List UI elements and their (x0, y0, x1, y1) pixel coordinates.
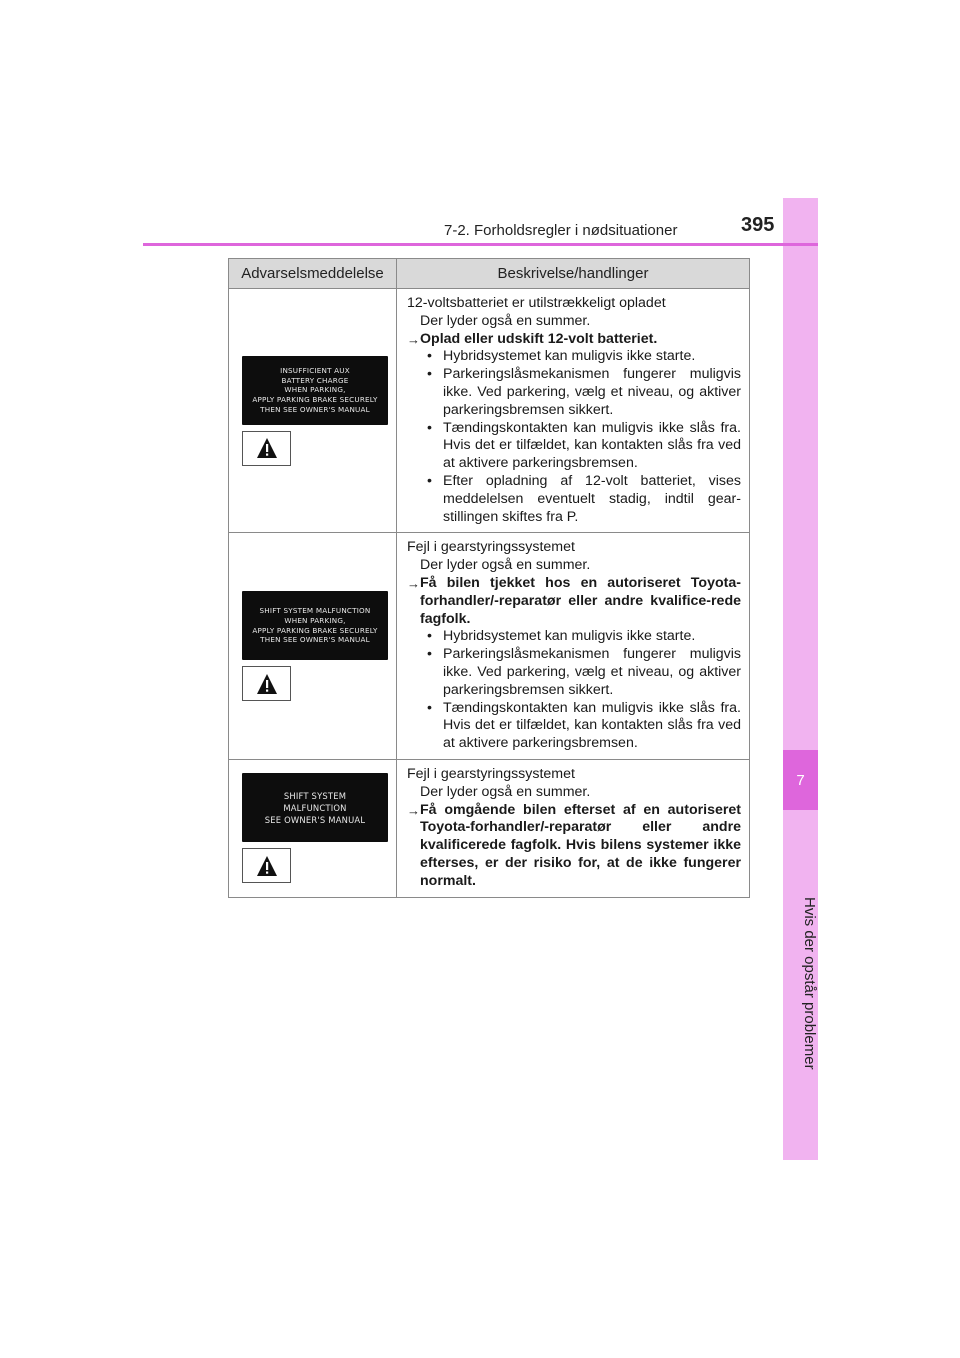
description-sub: Der lyder også en summer. (420, 312, 591, 329)
display-line: APPLY PARKING BRAKE SECURELY (252, 394, 378, 404)
warning-triangle-icon (242, 431, 291, 466)
warning-triangle-icon (242, 848, 291, 883)
warning-triangle-icon (242, 666, 291, 701)
action-text: Få omgående bilen efterset af en autoriseret Toyota-forhandler/-reparatør eller andre kvalificerede fagfolk. Hvis bilens systemer ikke efterses, er der risiko for, at de ikke fungerer normalt. (420, 801, 741, 889)
table-row (229, 759, 750, 897)
description-cell (397, 533, 750, 760)
description-sub: Der lyder også en summer. (420, 783, 591, 800)
description-title: 12-voltsbatteriet er utilstrækkeligt opladet (407, 295, 666, 311)
list-item: • Tændingskontakten kan muligvis ikke slås fra. Hvis det er tilfældet, kan kontakten slås fra ved at aktivere parkeringsbremsen. (427, 699, 741, 752)
list-item-text: Hybridsystemet kan muligvis ikke starte. (443, 348, 696, 365)
warning-image-cell (229, 759, 397, 897)
list-item: • Parkeringslåsmekanismen fungerer muligvis ikke. Ved parkering, vælg et niveau, og aktiver parkeringsbremsen sikkert. (427, 366, 741, 418)
list-item-text: Parkeringslåsmekanismen fungerer muligvis ikke. Ved parkering, vælg et niveau, og aktiver parkeringsbremsen sikkert. (443, 366, 741, 418)
action-line: → Oplad eller udskift 12-volt batteriet. (407, 331, 741, 349)
warning-message-table (228, 258, 750, 898)
chapter-title: Hvis der opstår problemer (801, 896, 818, 1070)
description-cell (397, 289, 750, 533)
warning-image-cell (229, 533, 397, 760)
chapter-number: 7 (783, 750, 818, 810)
description-title: Fejl i gearstyringssystemet (407, 539, 575, 556)
display-line: MALFUNCTION (283, 802, 347, 813)
display-line: THEN SEE OWNER'S MANUAL (260, 635, 370, 645)
list-item-text: Hybridsystemet kan muligvis ikke starte. (443, 628, 696, 645)
display-line: BATTERY CHARGE (281, 375, 349, 385)
action-line: → Få bilen tjekket hos en autoriseret Toyota-forhandler/-reparatør eller andre kvalifice-rede fagfolk. (407, 574, 741, 627)
warning-display (242, 356, 388, 425)
display-line: WHEN PARKING, (284, 385, 346, 395)
display-line: APPLY PARKING BRAKE SECURELY (252, 625, 378, 635)
header-divider (143, 243, 818, 246)
chapter-side-tab (783, 198, 818, 1160)
display-line: SHIFT SYSTEM MALFUNCTION (259, 606, 371, 616)
warning-display (242, 591, 388, 660)
list-item: • Hybridsystemet kan muligvis ikke starte. (407, 628, 741, 646)
display-line: SEE OWNER'S MANUAL (264, 814, 366, 825)
list-item-text: Efter opladning af 12-volt batteriet, vises meddelelsen eventuelt stadig, indtil gear-stillingen skiftes fra P. (443, 472, 741, 525)
table-row (229, 289, 750, 533)
warning-image-cell (229, 289, 397, 533)
list-item: • Parkeringslåsmekanismen fungerer muligvis ikke. Ved parkering, vælg et niveau, og aktiver parkeringsbremsen sikkert. (427, 646, 741, 698)
action-text: Oplad eller udskift 12-volt batteriet. (420, 330, 658, 347)
description-title: Fejl i gearstyringssystemet (407, 765, 575, 782)
display-line: WHEN PARKING, (284, 616, 346, 626)
display-line: SHIFT SYSTEM (283, 790, 347, 801)
action-text: Få bilen tjekket hos en autoriseret Toyota-forhandler/-reparatør eller andre kvalifice-rede fagfolk. (420, 574, 741, 627)
list-item-text: Tændingskontakten kan muligvis ikke slås fra. Hvis det er tilfældet, kan kontakten slås fra ved at aktivere parkeringsbremsen. (443, 699, 741, 752)
list-item: • Efter opladning af 12-volt batteriet, vises meddelelsen eventuelt stadig, indtil gear-stillingen skiftes fra P. (427, 472, 741, 525)
list-item: • Tændingskontakten kan muligvis ikke slås fra. Hvis det er tilfældet, kan kontakten slås fra ved at aktivere parkeringsbremsen. (427, 419, 741, 472)
display-line: INSUFFICIENT AUX (280, 366, 350, 376)
description-cell (397, 759, 750, 897)
action-line: → Få omgående bilen efterset af en autoriseret Toyota-forhandler/-reparatør eller andre kvalificerede fagfolk. Hvis bilens systemer ikke efterses, er der risiko for, at de ikke fungerer normalt. (407, 801, 741, 889)
section-title: 7-2. Forholdsregler i nødsituationer (444, 222, 678, 239)
list-item-text: Parkeringslåsmekanismen fungerer muligvis ikke. Ved parkering, vælg et niveau, og aktiver parkeringsbremsen sikkert. (443, 646, 741, 698)
column-header-description: Beskrivelse/handlinger (397, 259, 750, 289)
table-row (229, 533, 750, 760)
page-number: 395 (741, 214, 775, 236)
list-item: • Hybridsystemet kan muligvis ikke starte. (407, 348, 741, 366)
description-sub: Der lyder også en summer. (420, 557, 591, 574)
warning-display (242, 773, 388, 842)
column-header-warning: Advarselsmeddelelse (229, 259, 397, 289)
list-item-text: Tændingskontakten kan muligvis ikke slås fra. Hvis det er tilfældet, kan kontakten slås fra ved at aktivere parkeringsbremsen. (443, 419, 741, 472)
display-line: THEN SEE OWNER'S MANUAL (260, 404, 370, 414)
